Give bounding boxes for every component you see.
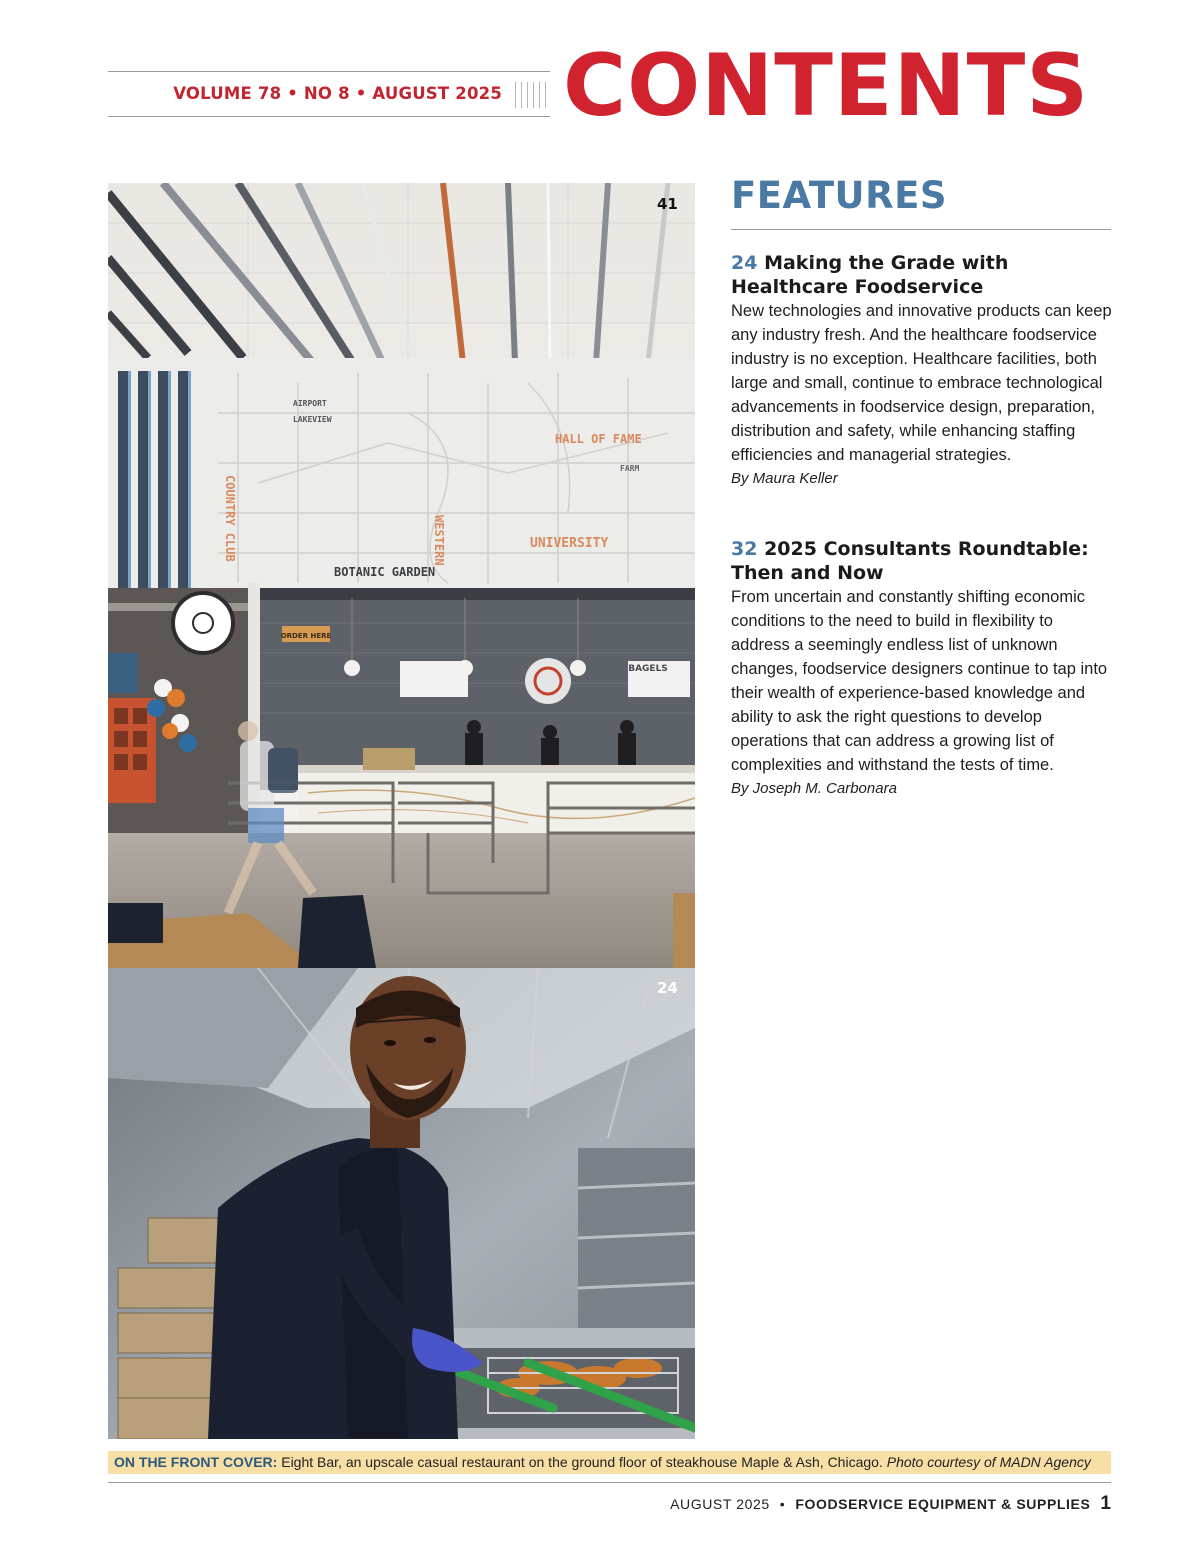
sign-order-here: ORDER HERE	[280, 632, 332, 640]
article-summary: From uncertain and constantly shifting economic conditions to the need to build in flexibility to address a seemingly endless list of unknown changes, foodservice designers continue to tap into their wealth of experience-based knowledge and ability to ask the right questions to develop operations that can address a growing list of complexities and withstand the tests of time.	[731, 588, 1108, 774]
map-label-hall-of-fame: HALL OF FAME	[555, 432, 642, 446]
map-label-airport: AIRPORT	[293, 399, 327, 408]
map-label-farm: FARM	[620, 464, 640, 473]
features-rule	[731, 229, 1111, 230]
map-label-western: WESTERN	[432, 515, 446, 566]
header-tick-marks	[515, 82, 553, 108]
photo-cook	[108, 968, 695, 1439]
article-title[interactable]	[731, 537, 1116, 585]
map-label-lakeview: LAKEVIEW	[293, 415, 332, 424]
cover-text: Eight Bar, an upscale casual restaurant on the ground floor of steakhouse Maple & Ash, Chicago.	[281, 1454, 883, 1470]
cover-label: ON THE FRONT COVER:	[114, 1454, 278, 1470]
map-label-botanic-garden: BOTANIC GARDEN	[334, 565, 436, 579]
header-rule-bottom	[108, 116, 550, 117]
photo-food-hall	[108, 183, 695, 968]
article-item	[731, 537, 1116, 801]
photo-page-ref-41: 41	[657, 195, 678, 213]
footer-rule	[108, 1482, 1111, 1483]
page-number: 1	[1100, 1493, 1111, 1514]
footer-separator: •	[779, 1496, 786, 1512]
photo-page-ref-24: 24	[657, 979, 678, 997]
map-label-university: UNIVERSITY	[530, 536, 609, 551]
cover-credit: Photo courtesy of MADN Agency	[886, 1454, 1091, 1470]
volume-issue-line: VOLUME 78 • NO 8 • AUGUST 2025	[173, 84, 502, 103]
sign-bagels: BAGELS	[628, 664, 668, 674]
article-page-number: 32	[731, 538, 758, 560]
page-title: CONTENTS	[563, 36, 1090, 136]
footer-publication: FOODSERVICE EQUIPMENT & SUPPLIES	[795, 1496, 1091, 1512]
article-byline: By Maura Keller	[731, 470, 838, 487]
article-summary: New technologies and innovative products can keep any industry fresh. And the healthcare foodservice industry is no exception. Healthcare facilities, both large and small, continue to embrace technological advancements in foodservice design, preparation, distribution and safety, while enhancing staffing efficiencies and managerial strategies.	[731, 302, 1112, 464]
features-heading: FEATURES	[731, 174, 948, 217]
article-title-text: 2025 Consultants Roundtable: Then and Now	[731, 538, 1089, 584]
map-label-country-club: COUNTRY CLUB	[223, 475, 237, 562]
footer-date: AUGUST 2025	[670, 1496, 770, 1512]
front-cover-caption	[108, 1451, 1111, 1474]
article-title[interactable]	[731, 251, 1116, 299]
article-page-number: 24	[731, 252, 758, 274]
header-rule-top	[108, 71, 550, 72]
article-item	[731, 251, 1116, 491]
article-byline: By Joseph M. Carbonara	[731, 780, 897, 797]
page-footer	[670, 1493, 1111, 1515]
article-title-text: Making the Grade with Healthcare Foodservice	[731, 252, 1009, 298]
